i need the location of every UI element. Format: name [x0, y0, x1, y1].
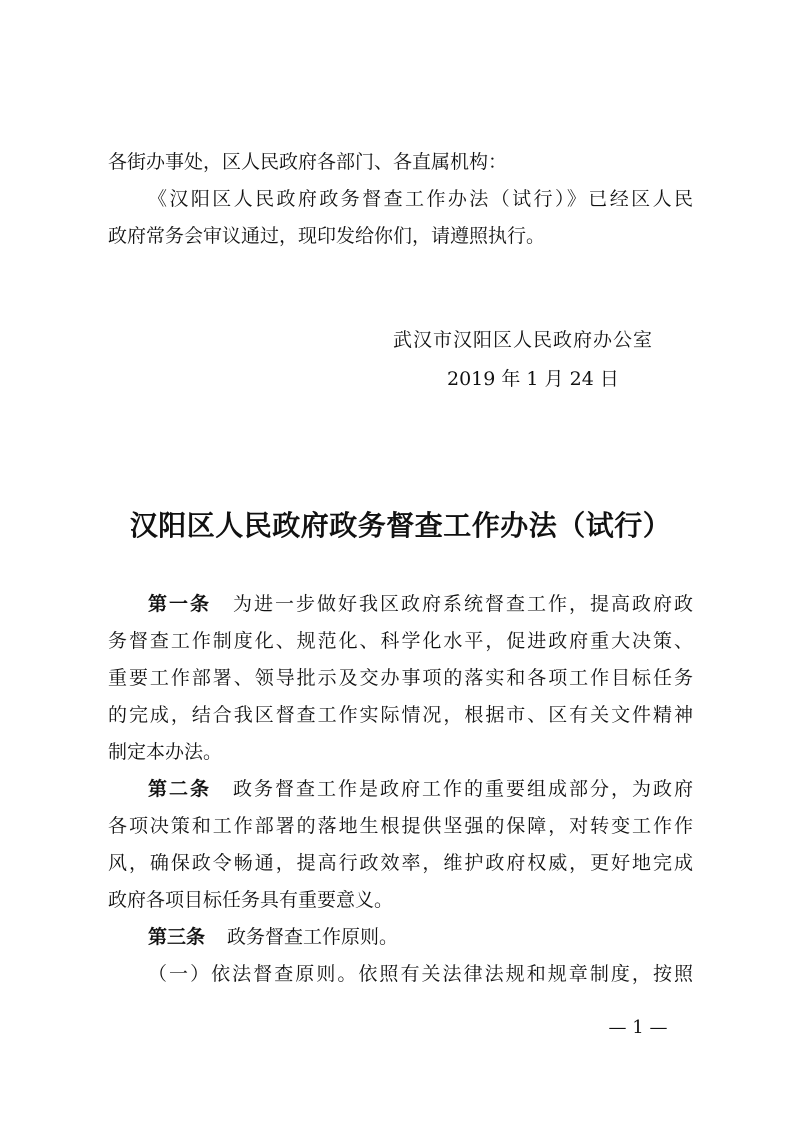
notice-line-1: 《汉阳区人民政府政务督查工作办法（试行）》已经区人民 — [148, 188, 693, 210]
document-title: 汉阳区人民政府政务督查工作办法（试行） — [129, 509, 672, 542]
article-1-line: 的完成，结合我区督查工作实际情况，根据市、区有关文件精神 — [108, 704, 693, 726]
article-2-line: 各项决策和工作部署的落地生根提供坚强的保障，对转变工作作 — [108, 815, 693, 837]
signature-org: 武汉市汉阳区人民政府办公室 — [393, 329, 654, 351]
article-1-line: 制定本办法。 — [108, 741, 223, 763]
article-1-line: 重要工作部署、领导批示及交办事项的落实和各项工作目标任务 — [108, 667, 693, 689]
article-1-first-line — [148, 592, 693, 616]
article-3-label: 第三条 — [148, 926, 206, 948]
article-1-text: 为进一步做好我区政府系统督查工作，提高政府政 — [233, 593, 693, 615]
article-2-line: 政府各项目标任务具有重要意义。 — [108, 889, 394, 911]
article-3-first-line — [148, 925, 693, 949]
signature-date: 2019 年 1 月 24 日 — [447, 368, 619, 390]
article-3-text: 政务督查工作原则。 — [227, 926, 399, 948]
article-2-label: 第二条 — [148, 778, 211, 800]
article-2-first-line — [148, 777, 693, 801]
article-1-line: 务督查工作制度化、规范化、科学化水平，促进政府重大决策、 — [108, 630, 693, 652]
clause-1-line: （一）依法督查原则。依照有关法律法规和规章制度，按照 — [148, 963, 693, 985]
recipients-line: 各街办事处，区人民政府各部门、各直属机构： — [108, 151, 508, 173]
notice-line-2: 政府常务会审议通过，现印发给你们，请遵照执行。 — [108, 225, 546, 247]
article-2-line: 风，确保政令畅通，提高行政效率，维护政府权威，更好地完成 — [108, 852, 693, 874]
article-1-label: 第一条 — [148, 593, 211, 615]
page-number: — 1 — — [608, 1017, 668, 1038]
article-2-text: 政务督查工作是政府工作的重要组成部分，为政府 — [233, 778, 693, 800]
